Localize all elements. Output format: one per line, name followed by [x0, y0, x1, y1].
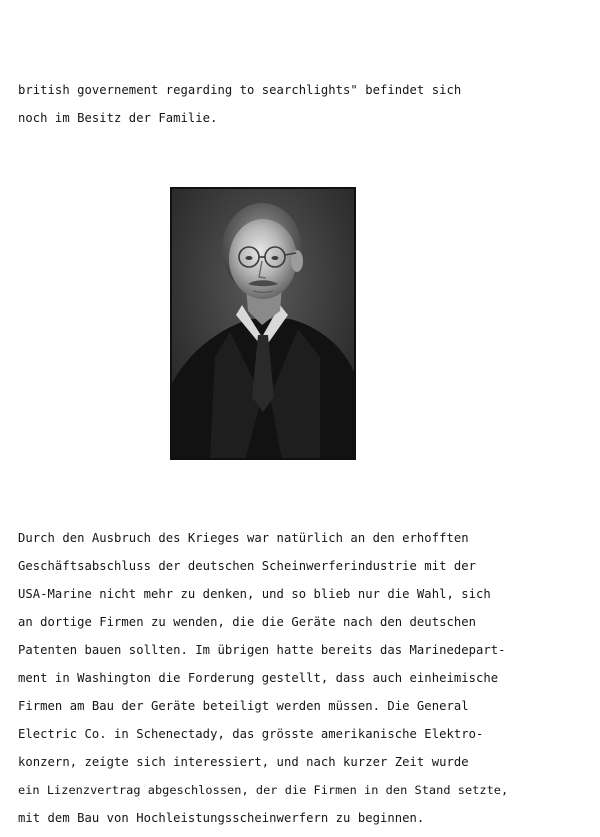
- text-line: Firmen am Bau der Geräte beteiligt werden müssen. Die General: [18, 699, 469, 713]
- text-line: an dortige Firmen zu wenden, die die Geräte nach den deutschen: [18, 615, 477, 629]
- text-line: Patenten bauen sollten. Im übrigen hatte bereits das Marinedepart-: [18, 643, 506, 657]
- portrait-photo: [170, 187, 356, 460]
- text-line: Geschäftsabschluss der deutschen Scheinwerferindustrie mit der: [18, 559, 477, 573]
- text-line: noch im Besitz der Familie.: [18, 111, 218, 125]
- text-line: british governement regarding to searchlights" befindet sich: [18, 83, 462, 97]
- text-line: USA-Marine nicht mehr zu denken, und so blieb nur die Wahl, sich: [18, 587, 491, 601]
- text-line: konzern, zeigte sich interessiert, und nach kurzer Zeit wurde: [18, 755, 469, 769]
- text-line: Durch den Ausbruch des Krieges war natürlich an den erhofften: [18, 531, 469, 545]
- text-line: ment in Washington die Forderung gestellt, dass auch einheimische: [18, 671, 499, 685]
- text-line: mit dem Bau von Hochleistungsscheinwerfern zu beginnen.: [18, 811, 425, 825]
- text-line: ein Lizenzvertrag abgeschlossen, der die Firmen in den Stand setzte,: [18, 783, 509, 797]
- text-line: Electric Co. in Schenectady, das grösste amerikanische Elektro-: [18, 727, 484, 741]
